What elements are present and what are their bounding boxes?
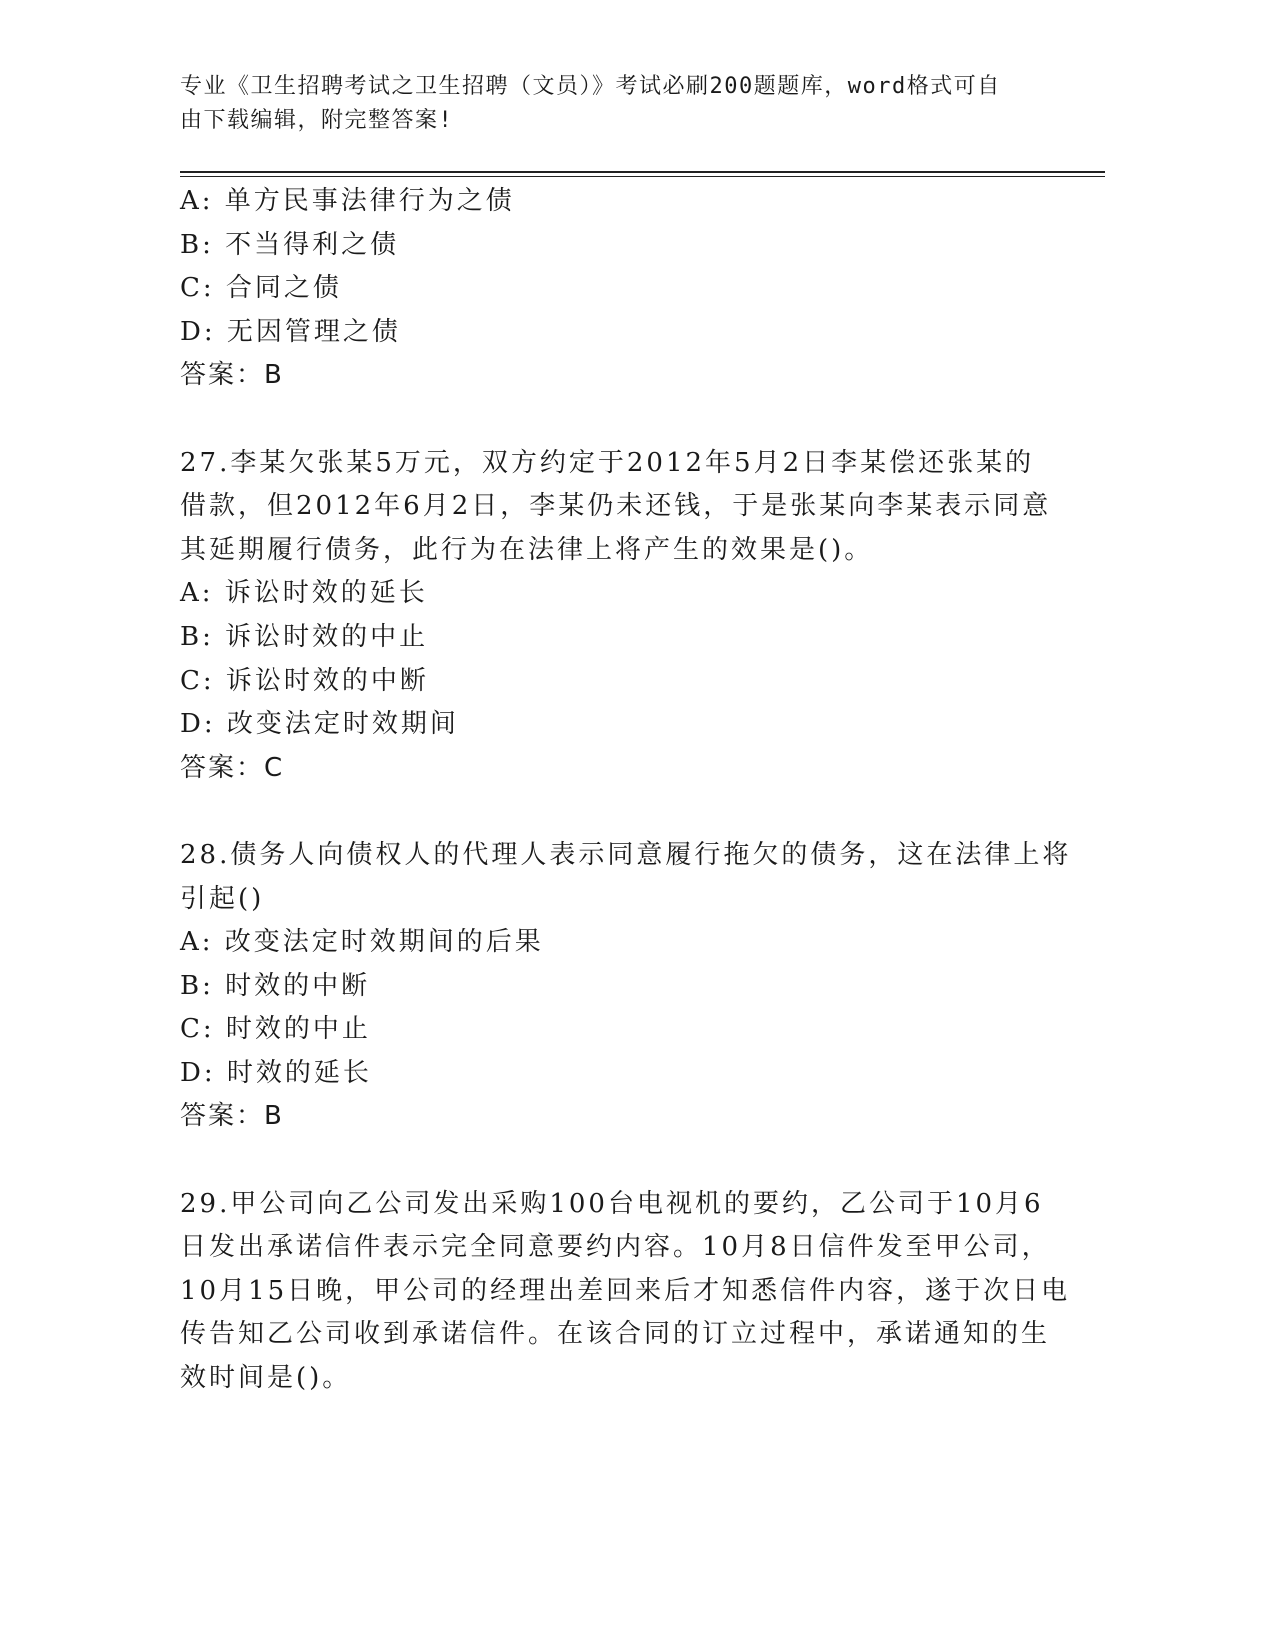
option-a: A: 改变法定时效期间的后果 <box>180 927 544 958</box>
question-block-prev <box>180 180 1060 398</box>
option-c: C: 合同之债 <box>180 273 342 304</box>
question-text-line: 效时间是()。 <box>180 1363 352 1394</box>
option-a: A: 单方民事法律行为之债 <box>180 186 515 216</box>
option-c: C: 时效的中止 <box>180 1014 371 1045</box>
question-block-27 <box>180 442 1060 791</box>
option-b: B: 时效的中断 <box>180 970 371 1001</box>
document-header <box>180 70 1060 138</box>
header-line-2: 由下载编辑，附完整答案! <box>180 108 454 133</box>
option-b: B: 不当得利之债 <box>180 229 400 260</box>
option-d: D: 时效的延长 <box>180 1057 372 1088</box>
answer-line: 答案：C <box>180 752 285 783</box>
option-d: D: 无因管理之债 <box>180 316 401 347</box>
header-rule-thin <box>180 176 1105 177</box>
question-text-line: 27.李某欠张某5万元，双方约定于2012年5月2日李某偿还张某的 <box>180 447 1035 478</box>
question-block-28 <box>180 834 1072 1139</box>
question-text-line: 借款，但2012年6月2日，李某仍未还钱，于是张某向李某表示同意 <box>180 491 1052 522</box>
answer-line: 答案：B <box>180 1101 284 1132</box>
option-c: C: 诉讼时效的中断 <box>180 665 429 696</box>
question-text-line: 日发出承诺信件表示完全同意要约内容。10月8日信件发至甲公司， <box>180 1232 1051 1263</box>
answer-line: 答案：B <box>180 360 284 391</box>
option-a: A: 诉讼时效的延长 <box>180 578 428 609</box>
document-body <box>180 180 1072 1401</box>
question-text-line: 29.甲公司向乙公司发出采购100台电视机的要约，乙公司于10月6 <box>180 1188 1044 1219</box>
option-b: B: 诉讼时效的中止 <box>180 621 429 652</box>
question-text-line: 引起() <box>180 883 265 914</box>
option-d: D: 改变法定时效期间 <box>180 709 459 740</box>
question-text-line: 10月15日晚，甲公司的经理出差回来后才知悉信件内容，遂于次日电 <box>180 1275 1071 1306</box>
question-block-29 <box>180 1183 1071 1401</box>
question-text-line: 其延期履行债务，此行为在法律上将产生的效果是()。 <box>180 534 874 565</box>
question-text-line: 传告知乙公司收到承诺信件。在该合同的订立过程中，承诺通知的生 <box>180 1319 1051 1350</box>
question-text-line: 28.债务人向债权人的代理人表示同意履行拖欠的债务，这在法律上将 <box>180 839 1072 870</box>
header-rule-thick <box>180 171 1105 173</box>
header-line-1: 专业《卫生招聘考试之卫生招聘（文员）》考试必刷200题题库，word格式可自 <box>180 74 1001 99</box>
